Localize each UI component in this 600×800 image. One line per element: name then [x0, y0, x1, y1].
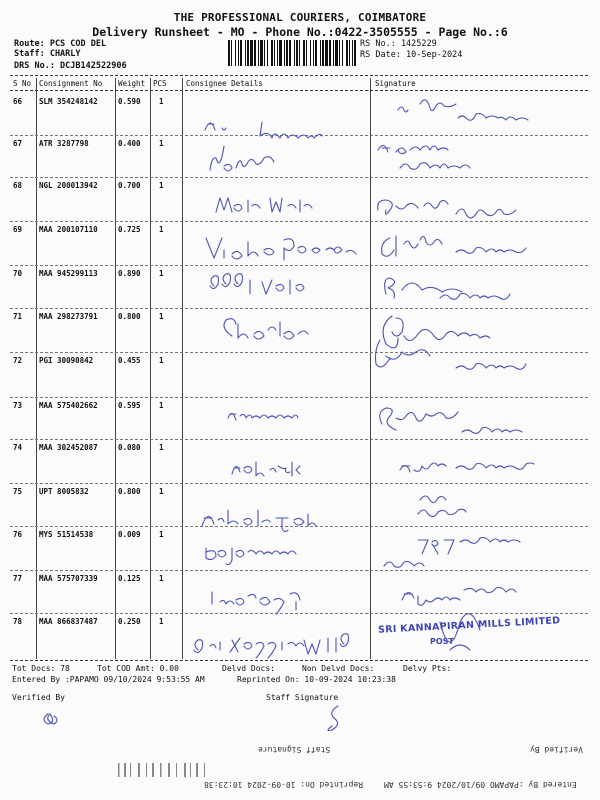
- rs-date: RS Date: 10-Sep-2024: [360, 50, 463, 60]
- drs-number: DRS No.: DCJB142522906: [14, 61, 127, 71]
- row-consignment-no: PGI 30090842: [39, 356, 94, 365]
- bleed-through-verified-by: Verified By: [530, 745, 583, 754]
- row-pcs: 1: [159, 181, 164, 190]
- row-pcs: 1: [159, 574, 164, 583]
- row-sno: 75: [13, 487, 23, 496]
- row-pcs: 1: [159, 139, 164, 148]
- rs-number: RS No.: 1425229: [360, 39, 437, 49]
- col-header-weight: Weight: [118, 79, 146, 88]
- row-consignment-no: MAA 575402662: [39, 401, 98, 410]
- runsheet-title: Delivery Runsheet - MO - Phone No.:0422-3505555 - Page No.:6: [92, 25, 508, 39]
- row-pcs: 1: [159, 356, 164, 365]
- row-consignment-no: MAA 200107110: [39, 225, 98, 234]
- row-sno: 68: [13, 181, 23, 190]
- row-sno: 66: [13, 97, 23, 106]
- row-weight: 0.595: [118, 401, 141, 410]
- row-sno: 76: [13, 530, 23, 539]
- row-weight: 0.009: [118, 530, 141, 539]
- row-consignment-no: ATR 3287798: [39, 139, 89, 148]
- row-weight: 0.125: [118, 574, 141, 583]
- row-weight: 0.725: [118, 225, 141, 234]
- entered-by: Entered By :PAPAMO 09/10/2024 9:53:55 AM: [12, 675, 205, 684]
- row-sno: 69: [13, 225, 23, 234]
- row-consignment-no: NGL 200013942: [39, 181, 98, 190]
- company-stamp: SRI KANNAPIRAN MILLS LIMITED: [377, 615, 561, 636]
- row-consignment-no: UPT 8005832: [39, 487, 89, 496]
- delivered-docs: Delvd Docs:: [222, 664, 275, 673]
- reprinted-on: Reprinted On: 10-09-2024 10:23:38: [237, 675, 396, 684]
- row-consignment-no: SLM 354248142: [39, 97, 98, 106]
- row-sno: 74: [13, 443, 23, 452]
- row-consignment-no: MAA 945299113: [39, 269, 98, 278]
- row-pcs: 1: [159, 97, 164, 106]
- delivery-points: Delvy Pts:: [403, 664, 452, 673]
- route-label: Route: PCS COD DEL: [14, 39, 107, 49]
- row-weight: 0.590: [118, 97, 141, 106]
- col-header-consignment: Consignment No: [39, 79, 103, 88]
- row-weight: 0.800: [118, 487, 141, 496]
- row-weight: 0.800: [118, 312, 141, 321]
- row-sno: 71: [13, 312, 23, 321]
- row-pcs: 1: [159, 487, 164, 496]
- row-weight: 0.400: [118, 139, 141, 148]
- row-weight: 0.080: [118, 443, 141, 452]
- staff-label: Staff: CHARLY: [14, 49, 81, 59]
- row-consignment-no: MAA 866837487: [39, 617, 98, 626]
- row-consignment-no: MAA 302452087: [39, 443, 98, 452]
- row-pcs: 1: [159, 312, 164, 321]
- row-consignment-no: MAA 298273791: [39, 312, 98, 321]
- verified-by-label: Verified By: [12, 693, 65, 702]
- row-pcs: 1: [159, 530, 164, 539]
- row-sno: 78: [13, 617, 23, 626]
- bleed-through-reprinted-on: Reprinted On: 10-09-2024 10:23:38: [204, 780, 363, 789]
- row-weight: 0.455: [118, 356, 141, 365]
- row-weight: 0.890: [118, 269, 141, 278]
- company-stamp-post: POST: [430, 637, 454, 646]
- row-sno: 77: [13, 574, 23, 583]
- row-pcs: 1: [159, 225, 164, 234]
- bleed-through-staff-signature: Staff Signature: [258, 745, 331, 754]
- total-cod-amount: Tot COD Amt: 0.00: [97, 664, 179, 673]
- row-sno: 73: [13, 401, 23, 410]
- row-consignment-no: MYS 51514538: [39, 530, 94, 539]
- row-pcs: 1: [159, 401, 164, 410]
- row-sno: 70: [13, 269, 23, 278]
- row-weight: 0.700: [118, 181, 141, 190]
- footer-rule: [10, 660, 588, 661]
- company-name: THE PROFESSIONAL COURIERS, COIMBATORE: [173, 11, 427, 24]
- row-pcs: 1: [159, 269, 164, 278]
- bleed-through-entered-by: Entered By :PAPAMO 09/10/2024 9:53:55 AM: [384, 780, 577, 789]
- row-pcs: 1: [159, 617, 164, 626]
- row-sno: 67: [13, 139, 23, 148]
- col-header-pcs: PCS: [153, 79, 167, 88]
- col-header-consignee: Consignee Details: [186, 79, 263, 88]
- row-weight: 0.250: [118, 617, 141, 626]
- row-consignment-no: MAA 575707339: [39, 574, 98, 583]
- col-header-sno: S No: [13, 79, 32, 88]
- col-header-signature: Signature: [375, 79, 416, 88]
- staff-signature-label: Staff Signature: [266, 693, 339, 702]
- row-sno: 72: [13, 356, 23, 365]
- row-pcs: 1: [159, 443, 164, 452]
- total-docs: Tot Docs: 78: [12, 664, 70, 673]
- non-delivered-docs: Non Delvd Docs:: [302, 664, 375, 673]
